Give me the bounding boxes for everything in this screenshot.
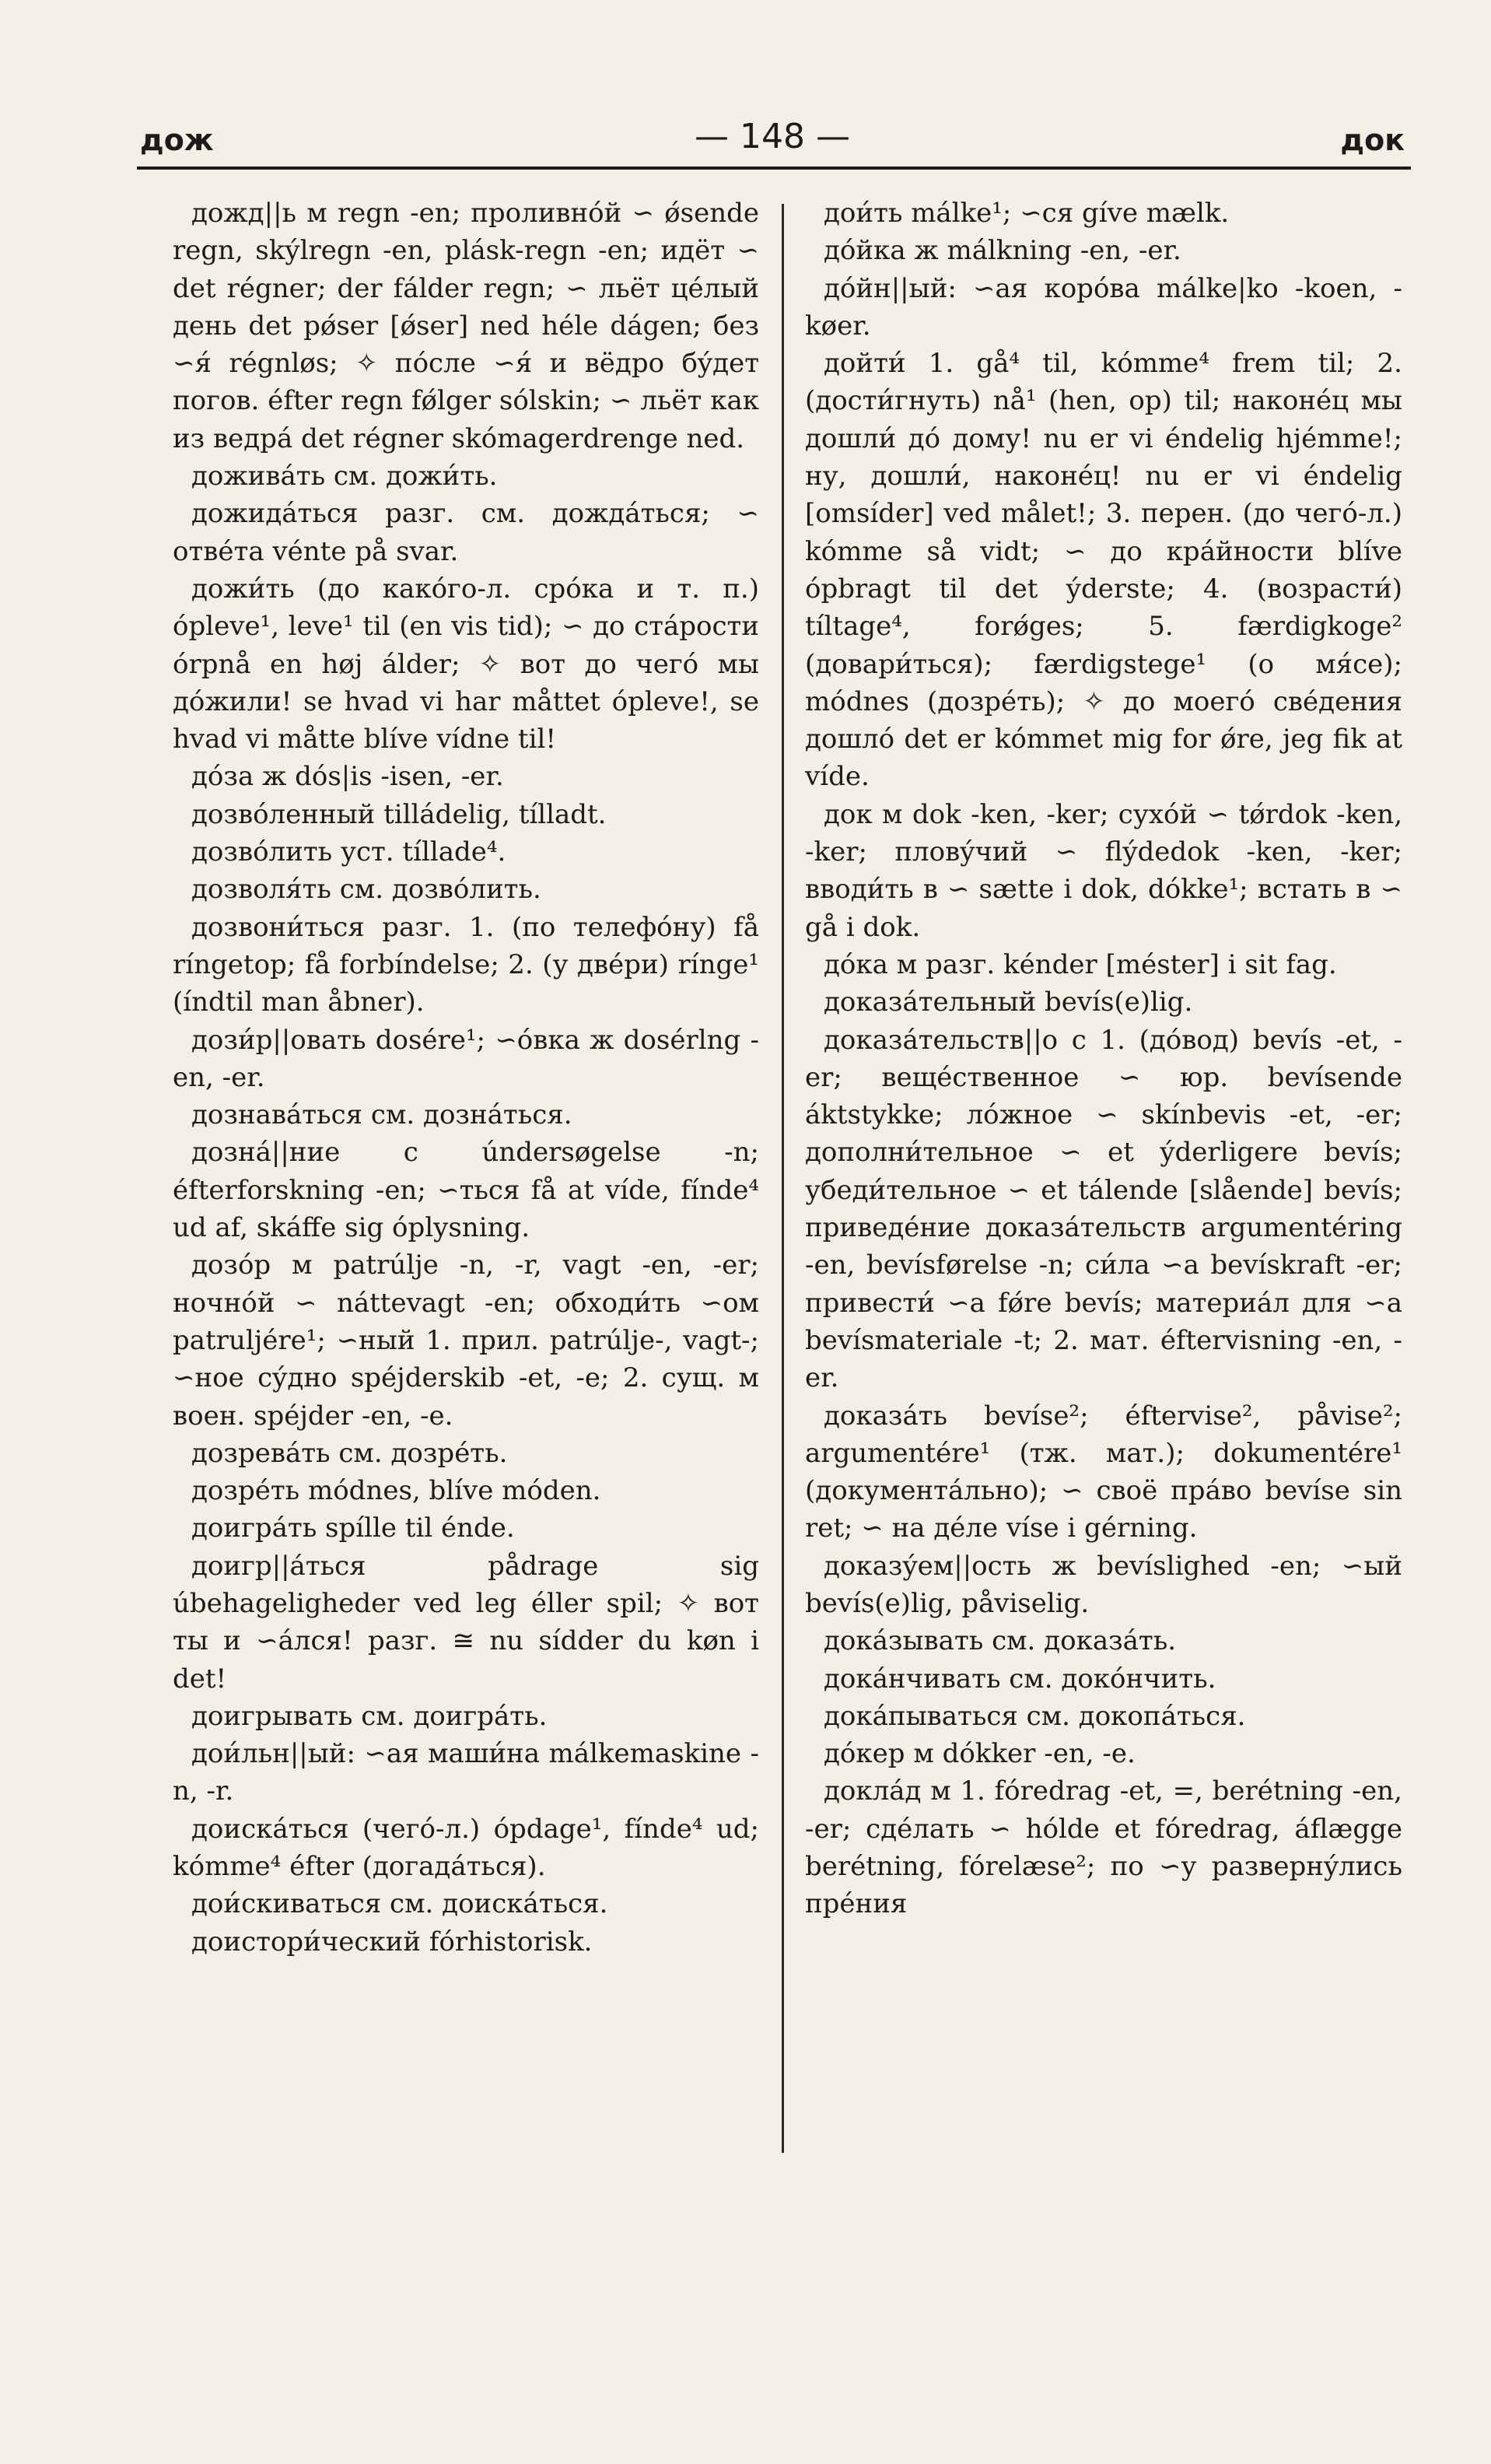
dictionary-entry: дойти́ 1. gå⁴ til, kómme⁴ frem til; 2. (дости́гнуть) nå¹ (hen, op) til; наконéц мы дошли́ дó дому! nu er vi éndelig hjémme!; ну, дошли́, наконéц! nu er vi éndelig [omsíder] ved målet!; 3. перен. (до чегó-л.) kómme så vidt; ∽ до крáйности blíve ópbragt til det ýderste; 4. (возрасти́) tíltage⁴, forǿges; 5. færdigkoge² (довари́ться); færdigstege¹ (о мя́се); módnes (дозрéть); ✧ до моегó свéдения дошлó det er kómmet mig for ǿre, jeg fik at víde.	[805, 348, 1402, 793]
dictionary-entry: докáзывать см. доказáть.	[824, 1625, 1177, 1657]
dictionary-entry: дожд||ь м regn -en; проливнóй ∽ ǿsende regn, skýlregn -en, plásk-regn -en; идёт ∽ det régner; der fálder regn; ∽ льёт цéлый день det pǿser [ǿser] ned héle dágen; без ∽я́ régnløs; ✧ пóсле ∽я́ и вёдро бýдет погов. éfter regn fǿlger sólskin; ∽ льёт как из ведрá det régner skómagerdrenge ned.	[173, 198, 759, 454]
page-number: — 148 —	[695, 117, 850, 156]
dictionary-entry: дóйн||ый: ∽ая корóва málke|ko -koen, -køer.	[805, 272, 1402, 342]
dictionary-entry: дозóр м patrúlje -n, -r, vagt -en, -er; ночнóй ∽ náttevagt -en; обходи́ть ∽ом patruljére¹; ∽ный 1. прил. patrúlje-, vagt-; ∽ное сýдно spéjderskib -et, -e; 2. сущ. м воен. spéjder -en, -e.	[173, 1250, 759, 1432]
dictionary-entry: дозвóленный tilládelig, tílladt.	[191, 798, 607, 830]
column-divider	[782, 204, 784, 2153]
right-column	[805, 195, 1402, 2171]
dictionary-entry: доказáтельный bevís(e)lig.	[824, 987, 1193, 1018]
dictionary-entry: доказáтельств||о с 1. (дóвод) bevís -et, -er; вещéственное ∽ юр. bevísende áktstykke; лóжное ∽ skínbevis -et, -er; дополни́тельное ∽ et ýderligere bevís; убеди́тельное ∽ et tálende [slående] bevís; приведéние доказáтельств argumentéring -en, bevísførelse -n; си́ла ∽а bevískraft -er; привести́ ∽а fǿre bevís; материáл для ∽а bevísmateriale -t; 2. мат. éftervisning -en, -er.	[805, 1024, 1402, 1394]
dictionary-entry: дознавáться см. дознáться.	[191, 1099, 572, 1131]
page-header	[131, 117, 1414, 168]
dictionary-entry: дозрéть módnes, blíve móden.	[191, 1475, 601, 1507]
dictionary-entry: дозревáть см. дозрéть.	[191, 1437, 508, 1469]
dictionary-entry: докáпываться см. докопáться.	[824, 1700, 1246, 1732]
left-guide-word: дож	[140, 123, 214, 157]
dictionary-entry: дожи́ть (до какóго-л. срóка и т. п.) ópleve¹, leve¹ til (en vis tid); ∽ до стáрости órpnå en høj álder; ✧ вот до чегó мы дóжили! se hvad vi har måttet ópleve!, se hvad vi måtte blíve vídne til!	[173, 573, 759, 755]
dictionary-entry: доигрáть spílle til énde.	[191, 1512, 515, 1544]
dictionary-entry: дóкер м dókker -en, -e.	[824, 1738, 1136, 1770]
left-column	[173, 195, 759, 2171]
dictionary-entry: доискáться (чегó-л.) ópdage¹, fínde⁴ ud; kómme⁴ éfter (догадáться).	[173, 1813, 759, 1883]
dictionary-entry: док м dok -ken, -ker; сухóй ∽ tǿrdok -ken, -ker; пловýчий ∽ flýdedok -ken, -ker; вводи́ть в ∽ sætte i dok, dókke¹; встать в ∽ gå i dok.	[805, 798, 1402, 943]
header-rule	[137, 166, 1411, 170]
dictionary-entry: доигрывать см. доигрáть.	[191, 1700, 548, 1732]
right-guide-word: док	[1340, 123, 1405, 157]
dictionary-entry: дозвóлить уст. tíllade⁴.	[191, 836, 506, 868]
dictionary-entry: дозвони́ться разг. 1. (по телефóну) få ríngetop; få forbíndelse; 2. (у двéри) rínge¹ (índtil man åbner).	[173, 911, 759, 1018]
dictionary-entry: дознá||ние с úndersøgelse -n; éfterforskning -en; ∽ться få at víde, fínde⁴ ud af, skáffe sig óplysning.	[173, 1137, 759, 1244]
dictionary-entry: доклáд м 1. fóredrag -et, =, berétning -en, -er; сдéлать ∽ hólde et fóredrag, áflægge berétning, fórelæse²; по ∽у развернýлись прéния	[805, 1775, 1402, 1920]
dictionary-entry: дозволя́ть см. дозвóлить.	[191, 874, 541, 906]
dictionary-entry: доистори́ческий fórhistorisk.	[191, 1926, 593, 1958]
dictionary-entry: доигр||áться pådrage sig úbehageligheder ved leg éller spil; ✧ вот ты и ∽áлся! разг. ≅ nu sídder du køn i det!	[173, 1550, 759, 1695]
dictionary-entry: дóза ж dós|is -isen, -er.	[191, 761, 504, 793]
dictionary-entry: доживáть см. дожи́ть.	[191, 461, 498, 492]
dictionary-entry: доказáть bevíse²; éftervise², påvise²; argumentére¹ (тж. мат.); dokumentére¹ (документáльно); ∽ своё прáво bevíse sin ret; ∽ на дéле víse i gérning.	[805, 1400, 1402, 1544]
dictionary-entry: дожидáться разг. см. дождáться; ∽ отвéта vénte på svar.	[173, 498, 759, 567]
dictionary-entry: дози́р||овать dosére¹; ∽óвка ж dosérlng -en, -er.	[173, 1024, 759, 1093]
dictionary-entry: доказýем||ость ж bevíslighed -en; ∽ый bevís(e)lig, påviselig.	[805, 1550, 1402, 1619]
dictionary-entry: дои́ть málke¹; ∽ся gíve mælk.	[824, 198, 1230, 229]
dictionary-entry: дои́скиваться см. доискáться.	[191, 1888, 608, 1920]
dictionary-entry: докáнчивать см. докóнчить.	[824, 1663, 1216, 1695]
dictionary-entry: дóка м разг. kénder [méster] i sit fag.	[824, 948, 1337, 980]
dictionary-entry: дои́льн||ый: ∽ая маши́на málkemaskine -n, -r.	[173, 1738, 759, 1807]
dictionary-entry: дóйка ж málkning -en, -er.	[824, 235, 1181, 267]
